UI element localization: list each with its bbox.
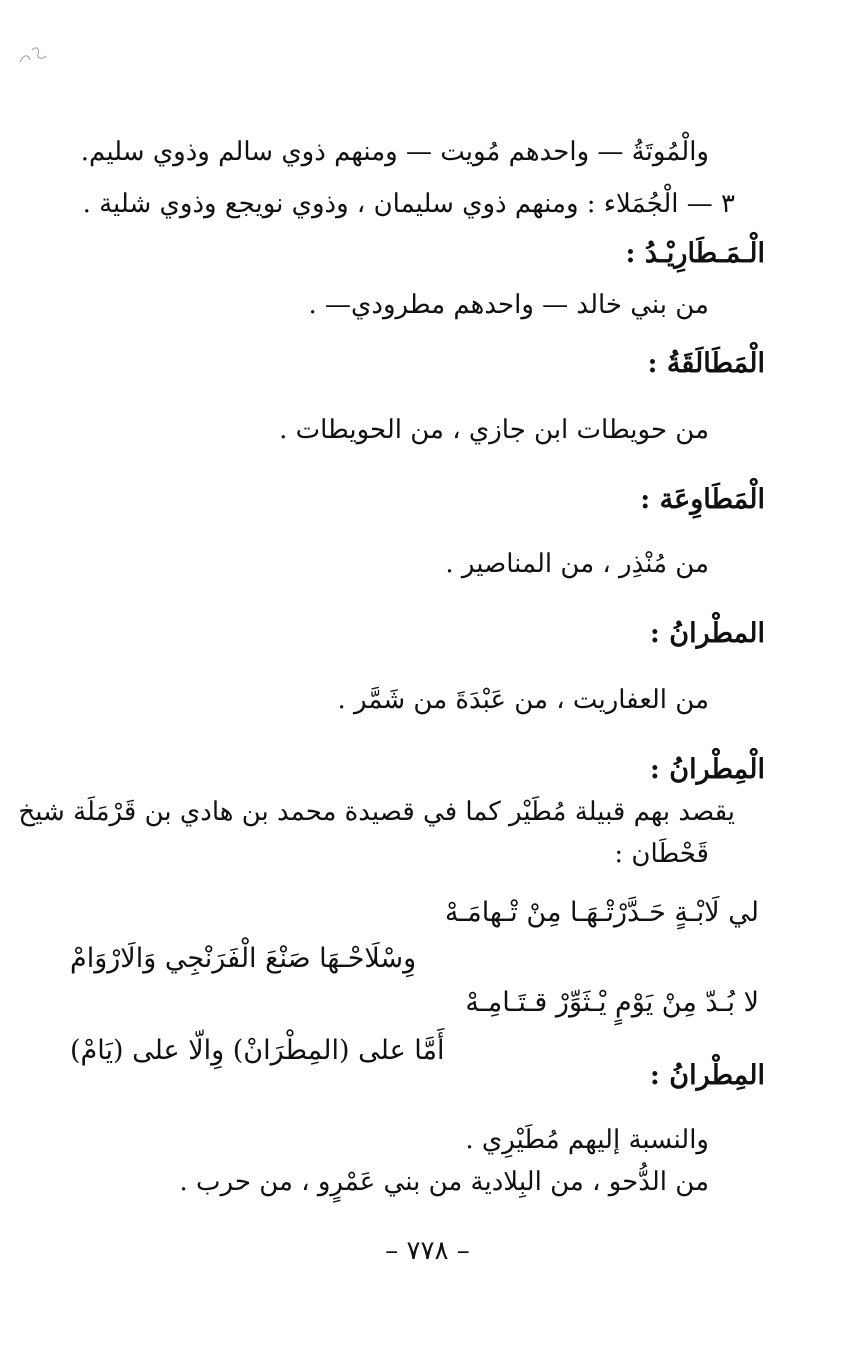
text-line: من حويطات ابن جازي ، من الحويطات .	[279, 415, 709, 445]
text-line: من الدُّحو ، من البِلادية من بني عَمْرٍو ، من حرب .	[179, 1167, 709, 1197]
entry-heading: المطْرانُ :	[649, 618, 765, 649]
entry-heading: الْـمَـطَارِيْـدُ :	[625, 238, 765, 269]
text-line: ٣ — الْجُمَلاء : ومنهم ذوي سليمان ، وذوي نويجع وذوي شلية .	[82, 189, 735, 219]
text-line: من مُنْذِر ، من المناصير .	[445, 549, 709, 579]
text-line: من العفاريت ، من عَبْدَةَ من شَمَّر .	[337, 685, 709, 715]
text-line: من بني خالد — واحدهم مطرودي— .	[308, 290, 709, 320]
text-line: والْمُوتَةُ — واحدهم مُويت — ومنهم ذوي سالم وذوي سليم.	[80, 137, 709, 167]
entry-heading: المِطْرانُ :	[649, 1060, 765, 1091]
entry-heading: الْمَطَاوِعَة :	[640, 484, 765, 515]
text-line: يقصد بهم قبيلة مُطَيْر كما في قصيدة محمد بن هادي بن قَرْمَلَة شيخ	[18, 797, 735, 827]
page-number: – ٧٧٨ –	[385, 1236, 470, 1266]
text-line: والنسبة إليهم مُطَيْرِي .	[465, 1125, 709, 1155]
verse-line: لي لَابْـةٍ حَـدَّرْتْـهَـا مِنْ تْـهامَـهْ	[444, 897, 759, 928]
entry-heading: الْمَطَالَقَةُ :	[647, 348, 765, 379]
entry-heading: الْمِطْرانُ :	[649, 754, 765, 785]
verse-line: أَمَّا على (المِطْرَانْ) وِالّا على (يَامْ)	[70, 1035, 445, 1066]
text-line: قَحْطَان :	[614, 839, 709, 869]
verse-line: وِسْلَاحْـهَا صَنْعَ الْفَرَنْجِي وَالَارْوَامْ	[70, 943, 417, 974]
verse-line: لا بُـدّ مِنْ يَوْمٍ يْـثَوِّرْ قـتَـامِـهْ	[465, 987, 759, 1018]
margin-pen-mark	[14, 40, 54, 74]
